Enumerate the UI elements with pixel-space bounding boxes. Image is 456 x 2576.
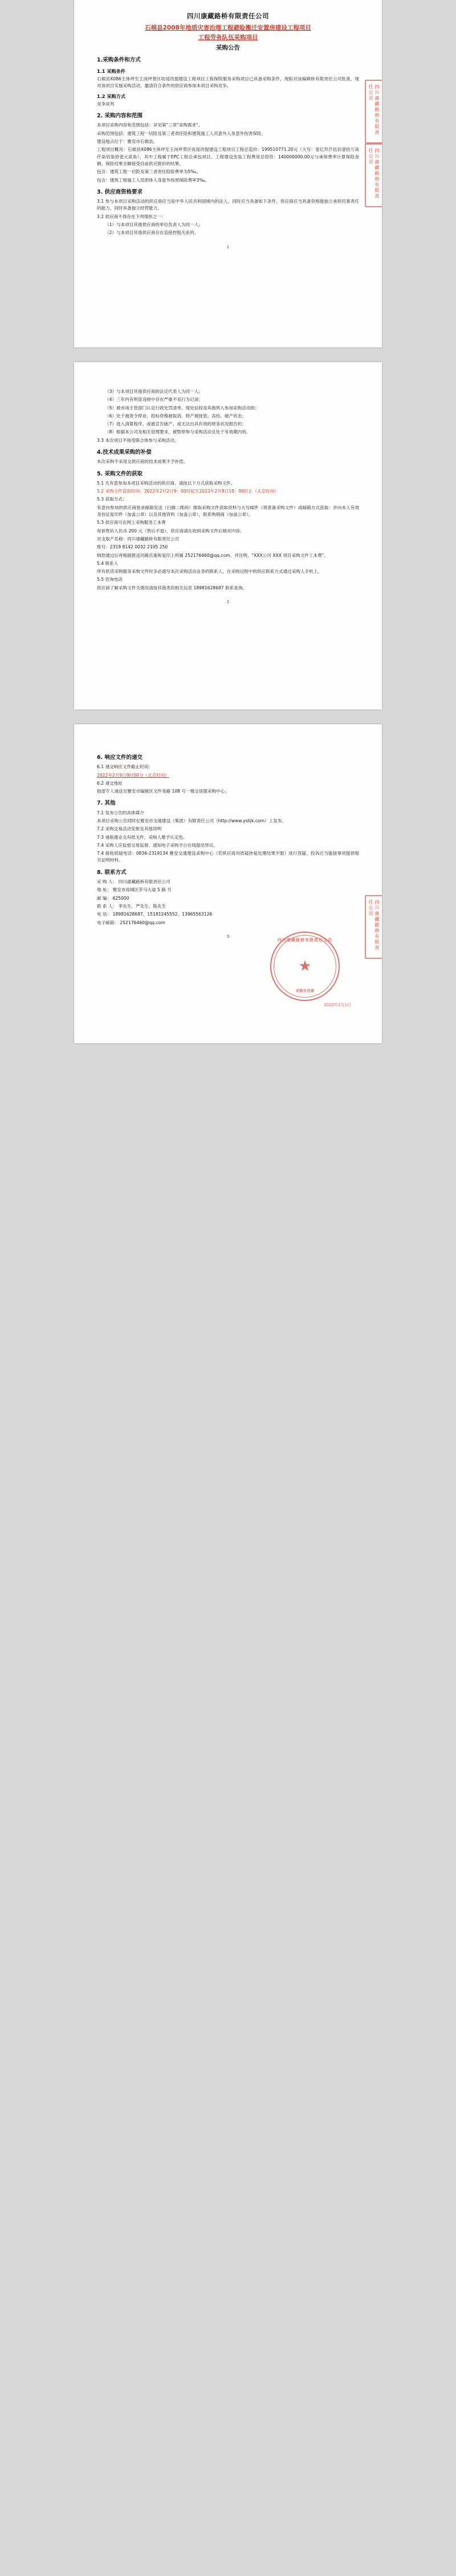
section-heading-7: 7. 其他: [97, 800, 116, 807]
seal-top-text: 四川康藏路桥有限责任公司: [278, 938, 332, 942]
notice-title: 采购公告: [216, 44, 240, 52]
page2-item-33: 3.3 本次项目不接受联合体参与采购活动。: [97, 437, 179, 443]
project-title-line-2: 工程劳务队伍采购项目: [198, 34, 258, 42]
page-title: 四川康藏路桥有限责任公司: [187, 12, 269, 20]
side-seal-1: 四川康藏路桥有限责任公司: [365, 80, 382, 143]
paragraph-6-3: 6.2 递交地址: [97, 780, 123, 786]
paragraph-5-4: 有意向参加的供应商登录邮箱发送（扫描二维码）推取采购文件获取资料与大写邮件（须准备采购文件）或邮箱方式获取：并向本人有效身份证复印件（加盖公章）以及其他资料（加盖公章），联系购销商（加盖公章）。: [97, 504, 359, 518]
paragraph-6-1: 6.1 递交响应文件截止时间：: [97, 764, 153, 770]
paragraph-7-3: 7.2 采购交易活动安排及其他说明: [97, 826, 162, 832]
paragraph-5-7: 对支取产名称：四川康藏路桥有限责任公司: [97, 536, 180, 542]
contact-postcode: 邮 编： 625000: [97, 895, 129, 901]
page2-item-1: （3）与本项目其他供应商的法定代表人为同一人；: [105, 389, 203, 394]
paragraph-7-6: 7.4 接收质疑电话：0836-2319134 雅安交通建设采购中心（若供应商对质疑抄复处理结果不服）进行答疑、投诉应当能按事项提供相关证明材料。: [97, 851, 359, 863]
paragraph-2-3: 建设地点位于：雅安市石棉县。: [97, 139, 158, 145]
paragraph-5-10: 5.4 联系人: [97, 560, 119, 566]
paragraph-2-4: 工程项目概况：石棉县X086主体坪至王岗坪景区收尾改提建设工程项目工程总造价：199510771.20元（大写：壹亿玖仟伍佰壹拾万柒仟柒佰柒拾壹元贰角），其中工程属于EPC工程总承包项目。工程建设安装工程费用总投资：140000000.00元与承保费率计算保险金额。保险结果全额接受目前供应报价的结果。: [97, 147, 359, 166]
paragraph-2-5: 包含：建筑工程一切险及第三者责任险险费率为5‰。: [97, 169, 201, 175]
contact-address: 地 址： 雅安市雨城区茶马大道 5 路 号: [97, 887, 172, 893]
viewer-blank-space: [0, 1043, 456, 1692]
page-number-2: 2: [226, 600, 230, 605]
paragraph-5-11: 所有供货采购服务采购文件时多必通写本次采购活动业务的联系人，在采购过程中的供应联系方式通过采购人手机上。: [97, 569, 322, 575]
page2-item-5: （7）进入清算程序、或被宣告破产、或无法出具有效的财务状况报告的；: [105, 421, 246, 427]
paragraph-3-2-b: （2）与本项目其他供应商存在直接控股关系的。: [105, 230, 199, 236]
document-page-3: [74, 724, 382, 1043]
paragraph-7-4: 7.3 递取通业交有纸文件、采购人维予认定色。: [97, 834, 188, 840]
paragraph-3-2: 3.2 供应商不得存在下列情形之一：: [97, 214, 166, 219]
paragraph-7-1: 7.1 发布公告的具体媒介: [97, 810, 144, 815]
paragraph-5-12: 5.5 咨询电话: [97, 577, 123, 583]
company-seal: [270, 932, 340, 1001]
contact-email: 电子邮箱： 252176460@qq.com: [97, 920, 165, 925]
paragraph-5-2: 5.2 采购文件获取时间：2022年2月2日9：00时起至2023年2月8日18：00时止（北京时间）: [97, 489, 279, 494]
paragraph-5-6: 每套售价人民币 200 元（售后不退），供应商请在收到采购文件后核对内容。: [97, 528, 245, 534]
page-number-3: 3: [226, 934, 230, 939]
section-heading-5: 5. 采购文件的获取: [97, 470, 143, 477]
seal-star-icon: ★: [298, 958, 312, 975]
paragraph-5-3: 5.3 获取方式：: [97, 497, 127, 502]
paragraph-5-5: 5.3 供应商可在网上采购服务工本费: [97, 520, 166, 526]
seal-inner-ring: [274, 935, 336, 998]
contact-phone: 电 话： 18981628687、15181245552、13965563126: [97, 912, 213, 917]
paragraph-2-6: 包含：建筑工程施工人员团体人身意外伤害保险费率3‰。: [97, 177, 210, 183]
section-heading-2: 2. 采购内容和范围: [97, 113, 143, 120]
seal-date: 2022年2月1日: [324, 1003, 351, 1007]
document-page-2: [74, 362, 382, 709]
paragraph-1-2: 竞争谈判: [97, 101, 115, 106]
page2-item-3: （5）被市场主管部门认定行政处罚清单、现处信权及其他列入参加采购活动的；: [105, 405, 259, 411]
paragraph-5-8: 账号：2319 8142 0032 2105 250: [97, 544, 168, 550]
page-number-1: 1: [226, 244, 230, 249]
section-heading-3: 3. 供应商资格要求: [97, 188, 143, 195]
paragraph-6-4: 指部专人递送至雅安市编辑区文件务路 108 号一楼交谈服采购中心。: [97, 789, 229, 794]
paragraph-5-9: 纳款通过后将根据报送河路岳案和复印上所属 252176460@qq.com，并注明，"XXX公司 XXX 项目采购文件工本费"。: [97, 552, 328, 558]
paragraph-5-13: 供应商了解采购文件关情况请按其他类似相关信息 18981628687 联系查询。: [97, 585, 247, 590]
project-title-line-1: 石棉县2008年地质灾害治理工程避险搬迁安置房建设工程项目: [145, 24, 311, 31]
paragraph-4-1: 本次采购不采用交供应商的技术成果不予补偿。: [97, 459, 188, 465]
page2-item-4: （6）处于被责令停业、投标资格被取消、财产被接管、冻结、破产状态；: [105, 413, 246, 419]
paragraph-5-1: 5.1 凡有意参加本项目采购活动的供应商，请按以下方式获取采购文件。: [97, 480, 235, 486]
page2-item-2: （4）三年内有明显违规中存在严重不良行为记录；: [105, 397, 203, 403]
contact-person: 联 系 人： 李先生、严先生、陈先生: [97, 903, 166, 909]
seal-bottom-text: 采购专用章: [295, 988, 315, 993]
section-heading-8: 8. 联系方式: [97, 869, 127, 876]
section-heading-1: 1.采购条件和方式: [97, 57, 141, 64]
side-seal-3: 四川康藏路桥有限责任公司: [365, 895, 382, 959]
subsection-1-2: 1.2 采购方式: [97, 93, 126, 99]
paragraph-2-1: 本项目采购内容和范围包括：详见第"三章"采购需求"。: [97, 122, 203, 128]
paragraph-7-5: 7.4 采购人应监督交易监督、通知电子采购平台在线提出异议。: [97, 842, 218, 848]
document-page-1: [74, 0, 382, 347]
contact-purchaser: 采 购 人： 四川康藏路桥有限责任公司: [97, 879, 170, 885]
side-seal-2: 四川康藏路桥有限责任公司: [365, 143, 382, 207]
paragraph-7-2: 本项目采购公告同时在雅安市交通建设（集团）有限责任公司（http://www.yslijk.com）上发布。: [97, 818, 287, 823]
section-heading-4: 4.技术成果采购的补偿: [97, 449, 152, 456]
paragraph-3-1: 3.1 参与本项目采购活动的供应商应当是中华人民共和国境内的法人，同时应当具备如下条件，供应商应当具备资格能独立承担民事责任的能力，同时具备独立经营能力。: [97, 199, 359, 211]
paragraph-1-1: 石棉县X086主体坪至王岗坪景区收尾改提建设工程项目工程保险服务采购项目已具备采购条件，现拟对该编辑桥有限责任公司批准，现对该项目实施采购活动，邀请符合条件的供应商参加本项目采购竞争。: [97, 76, 359, 89]
page2-item-6: （8）根据本公司及相关管理要求，被暂停参与采购活动且处于有效期内的。: [105, 429, 251, 435]
section-heading-6: 6. 响应文件的递交: [97, 754, 143, 761]
paragraph-2-2: 采购范围包括：建筑工程一切险及第三者责任险和建筑施工人员意外人身意外伤害保险。: [97, 130, 266, 136]
paragraph-3-2-a: （1）与本项目其他供应商的单位负责人为同一人；: [105, 221, 203, 227]
subsection-1-1: 1.1 采购条件: [97, 68, 126, 74]
paragraph-6-2: 2022年2月9日9时00分（北京时间）: [97, 772, 170, 778]
